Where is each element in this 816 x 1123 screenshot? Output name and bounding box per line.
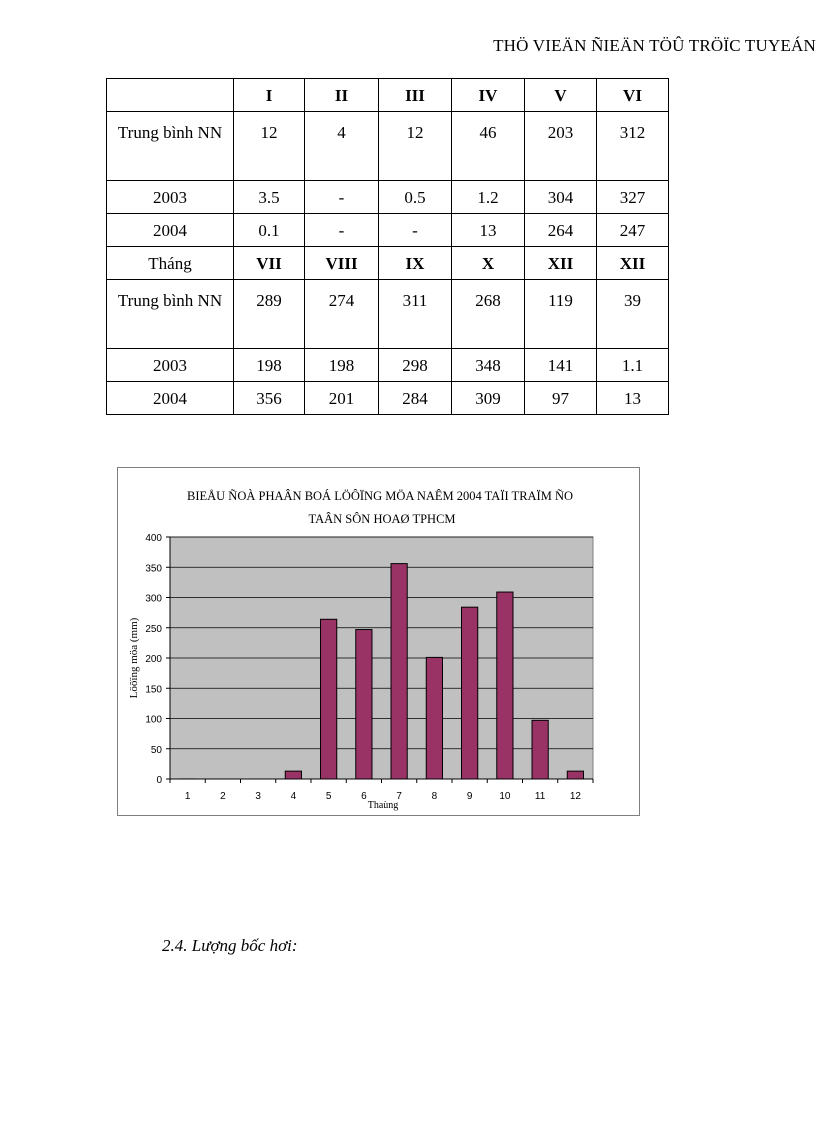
table-cell: 39 [597, 280, 669, 349]
table-cell: 0.1 [234, 214, 305, 247]
x-tick-label: 10 [499, 791, 511, 802]
table-cell: 46 [452, 112, 525, 181]
row-label-cell: Trung bình NN [107, 112, 234, 181]
table-cell: - [305, 181, 379, 214]
bar-month-5 [321, 619, 337, 779]
bar-month-10 [497, 592, 513, 779]
rainfall-chart [117, 467, 640, 816]
row-label-cell: Tháng [107, 247, 234, 280]
table-row [107, 112, 669, 181]
table-cell: 312 [597, 112, 669, 181]
table-cell: 348 [452, 349, 525, 382]
row-label-cell: Trung bình NN [107, 280, 234, 349]
y-tick-label: 200 [145, 654, 162, 665]
table-cell: 274 [305, 280, 379, 349]
chart-y-axis-label: Löôïng möa (mm) [128, 617, 140, 699]
col-header-cell: X [452, 247, 525, 280]
table-cell: 268 [452, 280, 525, 349]
bar-month-12 [567, 771, 583, 779]
table-cell: 356 [234, 382, 305, 415]
row-label-cell: 2003 [107, 181, 234, 214]
table-row [107, 349, 669, 382]
x-tick-label: 4 [290, 791, 297, 802]
x-tick-label: 5 [325, 791, 332, 802]
table-cell: 198 [234, 349, 305, 382]
col-header-cell: XII [525, 247, 597, 280]
y-tick-label: 0 [156, 775, 162, 786]
table-cell: 97 [525, 382, 597, 415]
table-cell: 284 [379, 382, 452, 415]
table-row [107, 181, 669, 214]
table-row [107, 382, 669, 415]
table-cell: 201 [305, 382, 379, 415]
table-cell: 203 [525, 112, 597, 181]
bar-month-11 [532, 720, 548, 779]
table-cell: 289 [234, 280, 305, 349]
table-cell: 247 [597, 214, 669, 247]
table-cell: 264 [525, 214, 597, 247]
x-tick-label: 8 [431, 791, 438, 802]
bar-month-7 [391, 564, 407, 779]
x-tick-label: 3 [255, 791, 261, 802]
rainfall-table [106, 78, 669, 415]
table-header-row [107, 79, 669, 112]
x-tick-label: 9 [466, 791, 473, 802]
col-header-cell: III [379, 79, 452, 112]
chart-title-line2: TAÂN SÔN HOAØ TPHCM [308, 512, 456, 526]
col-header-cell: V [525, 79, 597, 112]
x-tick-label: 6 [361, 791, 367, 802]
col-header-cell: IX [379, 247, 452, 280]
table-cell: 298 [379, 349, 452, 382]
x-tick-label: 11 [534, 791, 546, 802]
col-header-cell: VI [597, 79, 669, 112]
y-tick-label: 300 [145, 593, 162, 605]
y-tick-label: 150 [145, 684, 162, 696]
y-tick-label: 350 [145, 563, 162, 575]
page-header-title: THÖ VIEÄN ÑIEÄN TÖÛ TRÖÏC TUYEÁN [493, 36, 816, 55]
table-cell: 12 [379, 112, 452, 181]
col-header-cell: II [305, 79, 379, 112]
x-tick-label: 7 [396, 791, 402, 802]
bar-month-6 [356, 630, 372, 779]
section-heading: 2.4. Lượng bốc hơi: [162, 936, 298, 955]
table-cell: 327 [597, 181, 669, 214]
y-tick-label: 100 [145, 714, 162, 726]
table-cell: 12 [234, 112, 305, 181]
table-cell: - [379, 214, 452, 247]
x-tick-label: 1 [184, 791, 191, 802]
col-header-cell: XII [597, 247, 669, 280]
col-header-cell: I [234, 79, 305, 112]
table-cell: 119 [525, 280, 597, 349]
table-mid-header-row [107, 247, 669, 280]
table-cell: 13 [597, 382, 669, 415]
y-tick-label: 250 [145, 623, 162, 635]
row-label-cell: 2004 [107, 382, 234, 415]
table-row [107, 214, 669, 247]
table-cell: 1.2 [452, 181, 525, 214]
table-cell: 198 [305, 349, 379, 382]
table-cell: 1.1 [597, 349, 669, 382]
chart-title-line1: BIEÅU ÑOÀ PHAÂN BOÁ LÖÔÏNG MÖA NAÊM 2004 TAÏI TRAÏM ÑO [186, 489, 574, 503]
table-cell: 311 [379, 280, 452, 349]
x-tick-label: 12 [569, 791, 581, 802]
table-cell: - [305, 214, 379, 247]
table-cell: 0.5 [379, 181, 452, 214]
row-label-cell: 2003 [107, 349, 234, 382]
y-tick-label: 400 [145, 533, 162, 544]
table-cell: 141 [525, 349, 597, 382]
y-tick-label: 50 [150, 744, 162, 756]
bar-month-8 [426, 657, 442, 779]
table-cell: 4 [305, 112, 379, 181]
table-cell: 309 [452, 382, 525, 415]
col-header-cell: VIII [305, 247, 379, 280]
table-cell: 304 [525, 181, 597, 214]
chart-x-axis-label: Thaùng [367, 800, 399, 811]
x-tick-label: 2 [220, 791, 226, 802]
table-corner-cell [107, 79, 234, 112]
bar-month-4 [285, 771, 301, 779]
bar-month-9 [462, 607, 478, 779]
table-row [107, 280, 669, 349]
row-label-cell: 2004 [107, 214, 234, 247]
rainfall-chart-svg [118, 468, 639, 815]
table-cell: 3.5 [234, 181, 305, 214]
col-header-cell: IV [452, 79, 525, 112]
col-header-cell: VII [234, 247, 305, 280]
table-cell: 13 [452, 214, 525, 247]
